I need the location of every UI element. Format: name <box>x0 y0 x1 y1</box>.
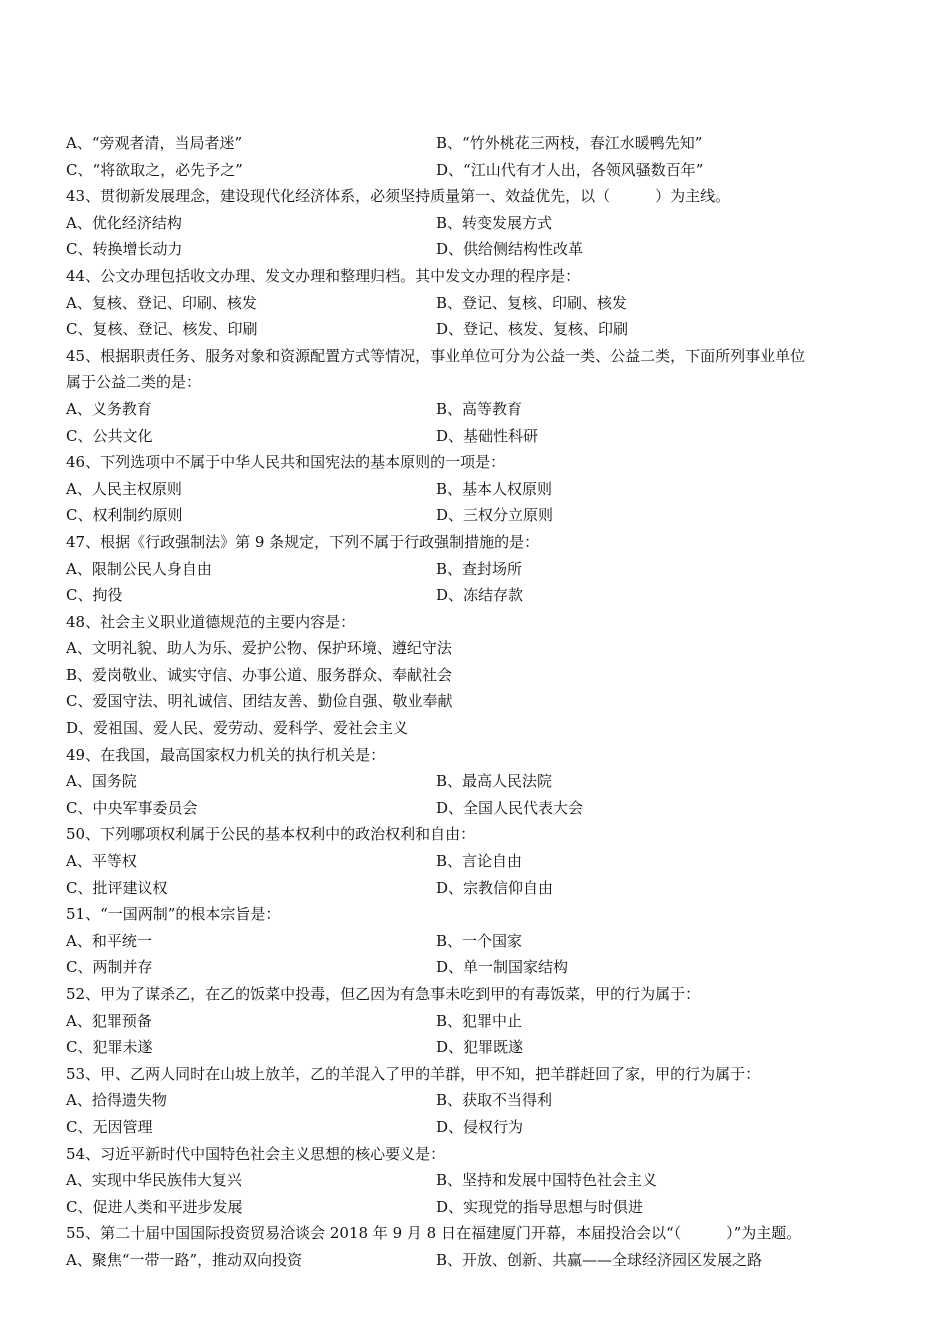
question-stem: 53、甲、乙两人同时在山坡上放羊，乙的羊混入了甲的羊群，甲不知，把羊群赶回了家，甲的行为属于： <box>66 1064 761 1083</box>
top-options <box>66 130 896 183</box>
option-row <box>66 502 896 529</box>
option-text: D、爱祖国、爱人民、爱劳动、爱科学、爱社会主义 <box>66 719 409 738</box>
option-text: D、冻结存款 <box>436 586 524 605</box>
option-row <box>66 1167 896 1194</box>
option-text: B、开放、创新、共赢——全球经济园区发展之路 <box>436 1250 763 1269</box>
option-row <box>66 556 896 583</box>
question-item <box>66 821 896 901</box>
question-stem: 45、根据职责任务、服务对象和资源配置方式等情况，事业单位可分为公益一类、公益二类，下面所列事业单位 <box>66 346 806 365</box>
option-row <box>66 795 896 822</box>
question-item <box>66 609 896 742</box>
option-row <box>66 928 896 955</box>
option-text: D、侵权行为 <box>436 1117 524 1136</box>
option-row <box>66 423 896 450</box>
option-row <box>66 848 896 875</box>
question-stem: 55、第二十届中国国际投资贸易洽谈会 2018 年 9 月 8 日在福建厦门开幕，本届投洽会以“（ ）”为主题。 <box>66 1224 802 1243</box>
option-text: D、单一制国家结构 <box>436 958 569 977</box>
option-text: B、犯罪中止 <box>436 1011 523 1030</box>
question-item <box>66 449 896 529</box>
option-row <box>66 316 896 343</box>
option-text: D、基础性科研 <box>436 426 539 445</box>
option-c: C、“将欲取之，必先予之” <box>66 160 243 179</box>
question-stem: 49、在我国，最高国家权力机关的执行机关是： <box>66 745 386 764</box>
question-stem: 50、下列哪项权利属于公民的基本权利中的政治权利和自由： <box>66 825 476 844</box>
option-text: D、犯罪既遂 <box>436 1038 524 1057</box>
question-stem: 54、习近平新时代中国特色社会主义思想的核心要义是： <box>66 1144 446 1163</box>
option-text: C、两制并存 <box>66 958 153 977</box>
option-text: A、国务院 <box>66 772 137 791</box>
option-text: B、高等教育 <box>436 399 523 418</box>
exam-page <box>66 130 896 1274</box>
option-text: B、言论自由 <box>436 852 523 871</box>
option-text: D、供给侧结构性改革 <box>436 240 584 259</box>
option-text: A、实现中华民族伟大复兴 <box>66 1171 242 1190</box>
option-a: A、“旁观者清，当局者迷” <box>66 134 243 152</box>
option-text: C、促进人类和平进步发展 <box>66 1197 243 1216</box>
option-text: B、一个国家 <box>436 931 523 950</box>
option-text: B、坚持和发展中国特色社会主义 <box>436 1171 658 1190</box>
option-row <box>66 1008 896 1035</box>
question-stem: 52、甲为了谋杀乙，在乙的饭菜中投毒，但乙因为有急事未吃到甲的有毒饭菜，甲的行为属于： <box>66 985 701 1003</box>
option-text: A、义务教育 <box>66 399 152 418</box>
option-text: D、全国人民代表大会 <box>436 798 584 817</box>
question-item <box>66 1141 896 1221</box>
question-item <box>66 901 896 981</box>
option-text: C、权利制约原则 <box>66 506 183 525</box>
option-text: C、中央军事委员会 <box>66 798 198 817</box>
option-row <box>66 1194 896 1221</box>
question-item <box>66 1061 896 1141</box>
option-row <box>66 954 896 981</box>
option-text: D、实现党的指导思想与时俱进 <box>436 1197 644 1216</box>
question-item <box>66 981 896 1061</box>
option-row <box>66 476 896 503</box>
option-row <box>66 210 896 237</box>
question-item <box>66 529 896 609</box>
option-text: A、平等权 <box>66 852 137 871</box>
question-item <box>66 742 896 822</box>
option-text: A、拾得遗失物 <box>66 1091 167 1110</box>
question-stem: 43、贯彻新发展理念，建设现代化经济体系，必须坚持质量第一、效益优先，以（ ）为主线。 <box>66 187 731 206</box>
question-stem: 属于公益二类的是： <box>66 373 202 392</box>
option-text: C、爱国守法、明礼诚信、团结友善、勤俭自强、敬业奉献 <box>66 692 453 711</box>
option-text: A、聚焦“一带一路”，推动双向投资 <box>66 1250 303 1269</box>
option-row <box>66 1034 896 1061</box>
option-text: B、转变发展方式 <box>436 213 553 232</box>
option-text: C、犯罪未遂 <box>66 1038 153 1057</box>
question-stem: 48、社会主义职业道德规范的主要内容是： <box>66 612 356 631</box>
option-row <box>66 396 896 423</box>
option-row <box>66 1247 896 1274</box>
option-text: B、基本人权原则 <box>436 479 553 498</box>
option-text: D、登记、核发、复核、印刷 <box>436 320 629 339</box>
option-text: B、爱岗敬业、诚实守信、办事公道、服务群众、奉献社会 <box>66 665 453 684</box>
option-text: A、限制公民人身自由 <box>66 559 212 578</box>
option-text: C、公共文化 <box>66 426 153 445</box>
option-b: B、“竹外桃花三两枝，春江水暖鸭先知” <box>436 134 703 152</box>
option-row <box>66 1114 896 1141</box>
option-row <box>66 582 896 609</box>
option-text: C、复核、登记、核发、印刷 <box>66 320 258 339</box>
option-text: A、犯罪预备 <box>66 1011 152 1030</box>
option-d: D、“江山代有才人出，各领风骚数百年” <box>436 160 704 179</box>
option-text: C、批评建议权 <box>66 878 168 897</box>
option-row <box>66 768 896 795</box>
option-row <box>66 236 896 263</box>
option-text: A、文明礼貌、助人为乐、爱护公物、保护环境、遵纪守法 <box>66 639 452 658</box>
option-text: D、三权分立原则 <box>436 506 554 525</box>
option-text: C、转换增长动力 <box>66 240 183 259</box>
question-list <box>66 183 896 1273</box>
option-row <box>66 290 896 317</box>
question-item <box>66 343 896 449</box>
option-row <box>66 157 896 184</box>
question-item <box>66 183 896 263</box>
question-item <box>66 1220 896 1273</box>
question-item <box>66 263 896 343</box>
question-stem: 44、公文办理包括收文办理、发文办理和整理归档。其中发文办理的程序是： <box>66 266 581 285</box>
option-text: B、获取不当得利 <box>436 1091 553 1110</box>
question-stem: 46、下列选项中不属于中华人民共和国宪法的基本原则的一项是： <box>66 453 506 472</box>
option-text: B、查封场所 <box>436 559 523 578</box>
option-text: B、最高人民法院 <box>436 772 553 791</box>
option-row <box>66 1087 896 1114</box>
option-text: A、优化经济结构 <box>66 213 182 232</box>
option-text: C、拘役 <box>66 586 123 605</box>
option-text: B、登记、复核、印刷、核发 <box>436 293 628 312</box>
option-row <box>66 875 896 902</box>
option-text: C、无因管理 <box>66 1117 153 1136</box>
question-stem: 47、根据《行政强制法》第 9 条规定，下列不属于行政强制措施的是： <box>66 532 540 551</box>
option-text: A、人民主权原则 <box>66 479 182 498</box>
option-text: A、和平统一 <box>66 931 152 950</box>
question-stem: 51、“一国两制”的根本宗旨是： <box>66 905 281 924</box>
option-text: D、宗教信仰自由 <box>436 878 554 897</box>
option-text: A、复核、登记、印刷、核发 <box>66 293 257 312</box>
option-row <box>66 130 896 157</box>
